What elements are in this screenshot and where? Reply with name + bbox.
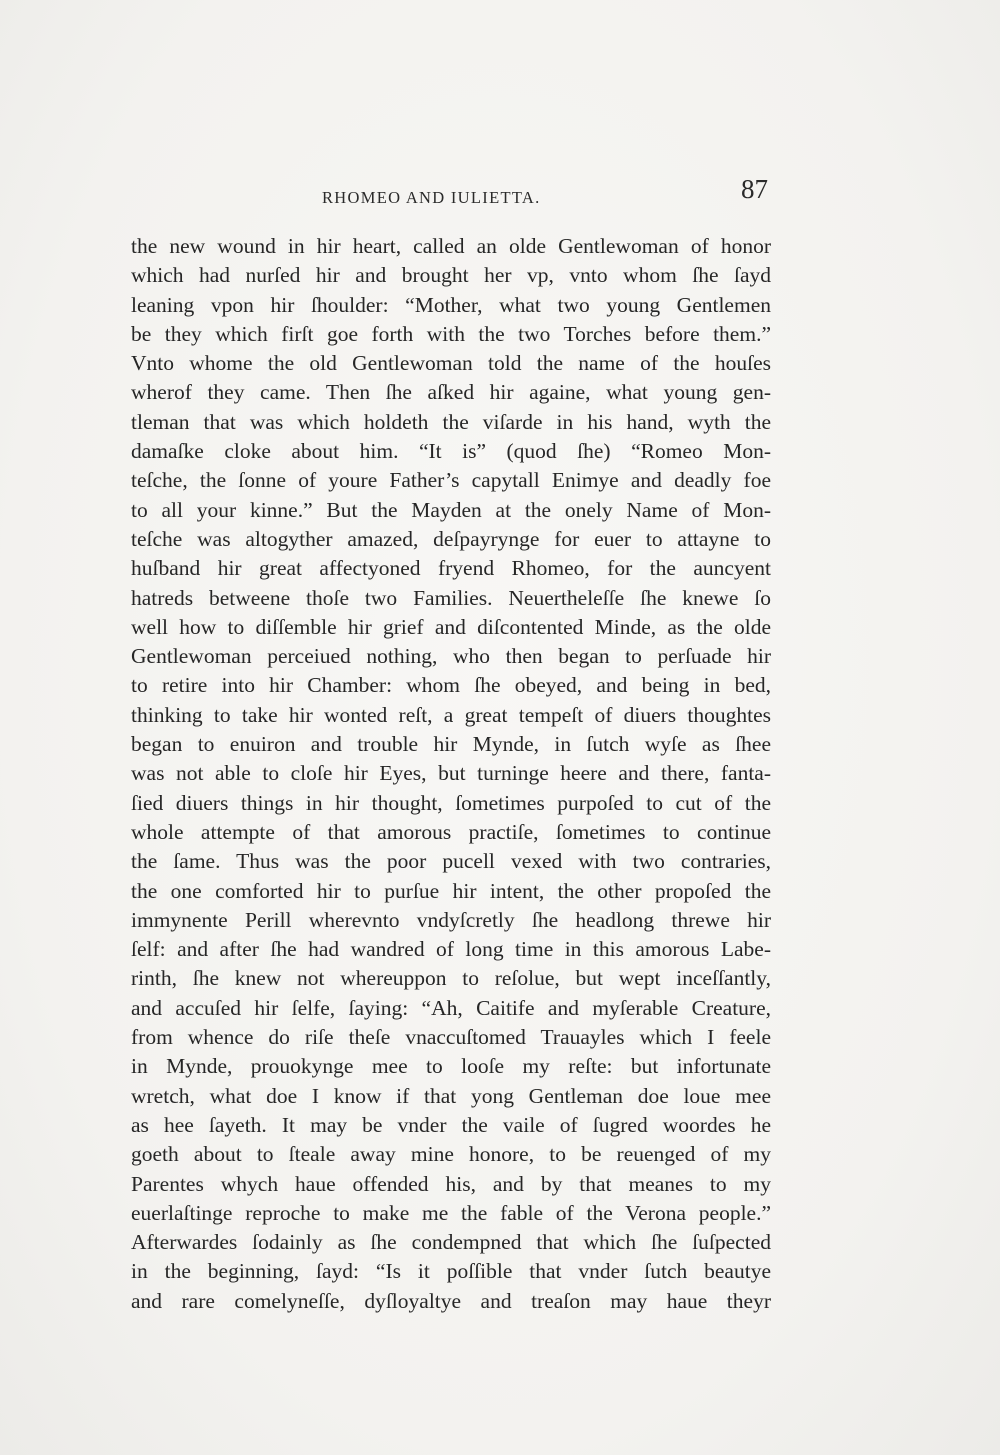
text-line: was not able to cloſe hir Eyes, but turninge heere and there, fanta-: [131, 761, 771, 786]
text-line: teſche was altogyther amazed, deſpayrynge for euer to attayne to: [131, 526, 771, 551]
text-line: to retire into hir Chamber: whom ſhe obeyed, and being in bed,: [131, 673, 771, 698]
text-line: be they which firſt goe forth with the two Torches before them.”: [131, 321, 771, 346]
text-line: immynente Perill wherevnto vndyſcretly ſhe headlong threwe hir: [131, 907, 771, 932]
page-number: 87: [741, 174, 768, 204]
text-line: which had nurſed hir and brought her vp, vnto whom ſhe ſayd: [131, 263, 771, 288]
text-line: the one comforted hir to purſue hir intent, the other propoſed the: [131, 878, 771, 903]
text-line: hatreds betweene thoſe two Families. Neuertheleſſe ſhe knewe ſo: [131, 585, 771, 610]
text-line: in Mynde, prouokynge mee to looſe my reſte: but infortunate: [131, 1054, 771, 1079]
text-line: Vnto whome the old Gentlewoman told the name of the houſes: [131, 351, 771, 376]
text-line: rinth, ſhe knew not whereuppon to reſolue, but wept inceſſantly,: [131, 966, 771, 991]
text-line: in the beginning, ſayd: “Is it poſſible that vnder ſutch beautye: [131, 1259, 771, 1284]
text-line: from whence do riſe theſe vnaccuſtomed Trauayles which I feele: [131, 1025, 771, 1050]
body-text: [131, 232, 771, 1316]
text-line: well how to diſſemble hir grief and diſcontented Minde, as the olde: [131, 614, 771, 639]
text-line: goeth about to ſteale away mine honore, to be reuenged of my: [131, 1142, 771, 1167]
text-line: Gentlewoman perceiued nothing, who then began to perſuade hir: [131, 644, 771, 669]
text-line: ſelf: and after ſhe had wandred of long time in this amorous Labe-: [131, 937, 771, 962]
text-line: the new wound in hir heart, called an olde Gentlewoman of honor: [131, 234, 771, 258]
text-line: Afterwardes ſodainly as ſhe condempned that which ſhe ſuſpected: [131, 1230, 771, 1255]
text-line: began to enuiron and trouble hir Mynde, in ſutch wyſe as ſhee: [131, 732, 771, 757]
text-line: Parentes whych haue offended his, and by that meanes to my: [131, 1171, 771, 1196]
text-line: as hee ſayeth. It may be vnder the vaile of ſugred woordes he: [131, 1112, 771, 1137]
text-line: euerlaſtinge reproche to make me the fable of the Verona people.”: [131, 1200, 771, 1225]
text-line: and rare comelyneſſe, dyſloyaltye and treaſon may haue theyr: [131, 1288, 771, 1313]
running-title: RHOMEO AND IULIETTA.: [322, 188, 541, 207]
page-header: [132, 174, 768, 214]
text-line: wretch, what doe I know if that yong Gentleman doe loue mee: [131, 1083, 771, 1108]
text-line: to all your kinne.” But the Mayden at the onely Name of Mon-: [131, 497, 771, 522]
text-line: the ſame. Thus was the poor pucell vexed with two contraries,: [131, 849, 771, 874]
text-line: whole attempte of that amorous practiſe, ſometimes to continue: [131, 819, 771, 844]
text-line: damaſke cloke about him. “It is” (quod ſhe) “Romeo Mon-: [131, 439, 771, 464]
text-line: tleman that was which holdeth the viſarde in his hand, wyth the: [131, 409, 771, 434]
text-line: leaning vpon hir ſhoulder: “Mother, what two young Gentlemen: [131, 292, 771, 317]
text-line: and accuſed hir ſelfe, ſaying: “Ah, Caitife and myſerable Creature,: [131, 995, 771, 1020]
text-line: teſche, the ſonne of youre Father’s capytall Enimye and deadly foe: [131, 468, 771, 493]
text-line: ſied diuers things in hir thought, ſometimes purpoſed to cut of the: [131, 790, 771, 815]
text-line: thinking to take hir wonted reſt, a great tempeſt of diuers thoughtes: [131, 702, 771, 727]
text-line: wherof they came. Then ſhe aſked hir againe, what young gen-: [131, 380, 771, 405]
text-line: huſband hir great affectyoned fryend Rhomeo, for the auncyent: [131, 556, 771, 581]
